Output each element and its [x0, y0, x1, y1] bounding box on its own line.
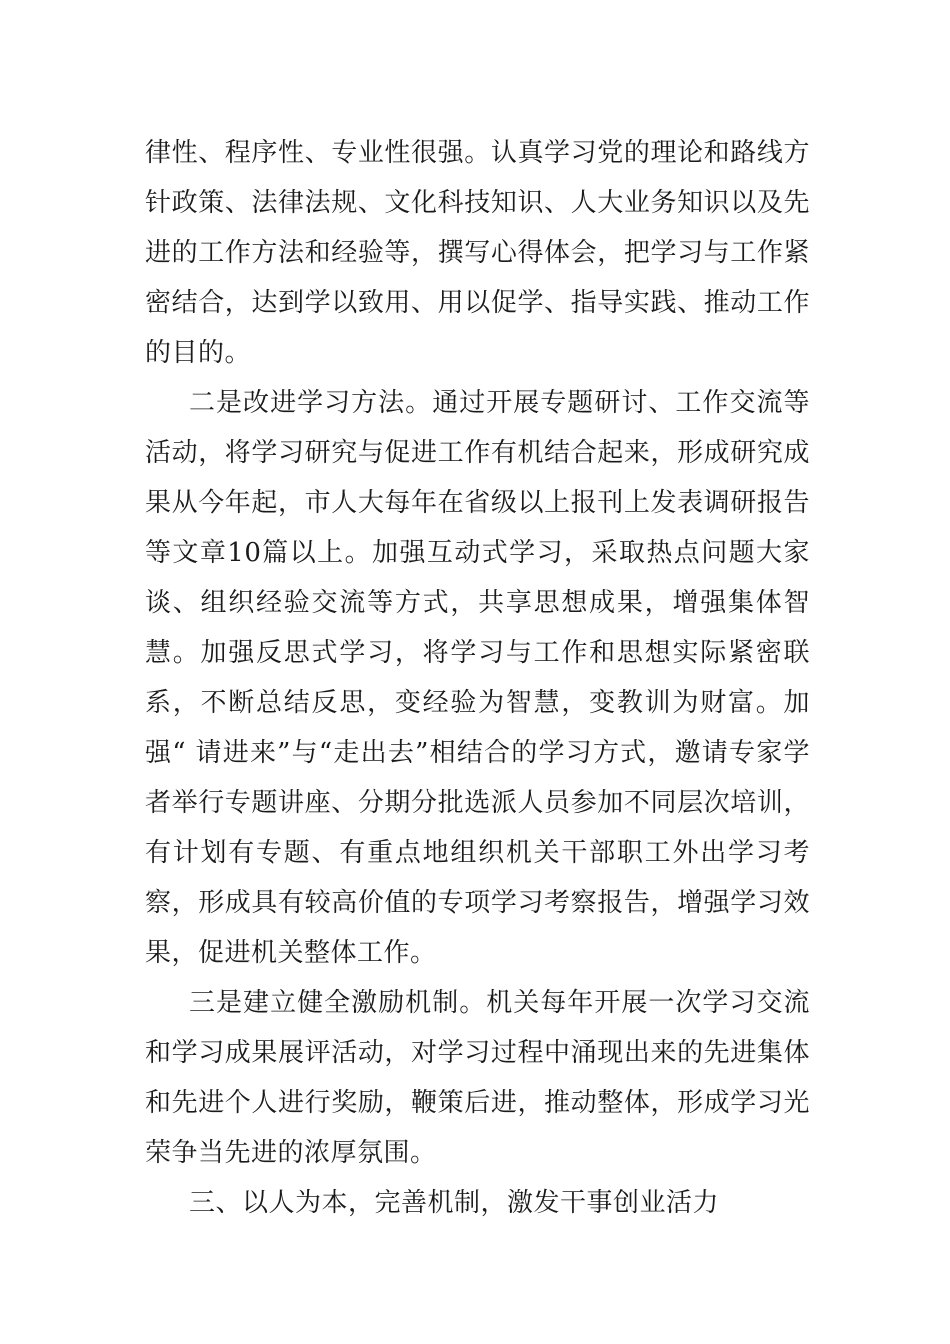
paragraph-improve-methods: 二是改进学习方法。通过开展专题研讨、工作交流等活动，将学习研究与促进工作有机结合起来，形成研究成果从今年起，市人大每年在省级以上报刊上发表调研报告等文章10篇以上。加强互动式学习，采取热点问题大家谈、组织经验交流等方式，共享思想成果，增强集体智慧。加强反思式学习，将学习与工作和思想实际紧密联系，不断总结反思，变经验为智慧，变教训为财富。加强“ 请进来”与“走出去”相结合的学习方式，邀请专家学者举行专题讲座、分期分批选派人员参加不同层次培训，有计划有专题、有重点地组织机关干部职工外出学习考察，形成具有较高价值的专项学习考察报告，增强学习效果，促进机关整体工作。 [145, 388, 810, 968]
document-body [145, 128, 810, 1228]
paragraph-incentive-mechanism: 三是建立健全激励机制。机关每年开展一次学习交流和学习成果展评活动，对学习过程中涌现出来的先进集体和先进个人进行奖励，鞭策后进，推动整体，形成学习光荣争当先进的浓厚氛围。 [145, 988, 810, 1168]
paragraph-continuation: 律性、程序性、专业性很强。认真学习党的理论和路线方针政策、法律法规、文化科技知识、人大业务知识以及先进的工作方法和经验等，撰写心得体会，把学习与工作紧密结合，达到学以致用、用以促学、指导实践、推动工作的目的。 [145, 138, 810, 368]
section-heading: 三、以人为本，完善机制，激发干事创业活力 [189, 1188, 720, 1218]
